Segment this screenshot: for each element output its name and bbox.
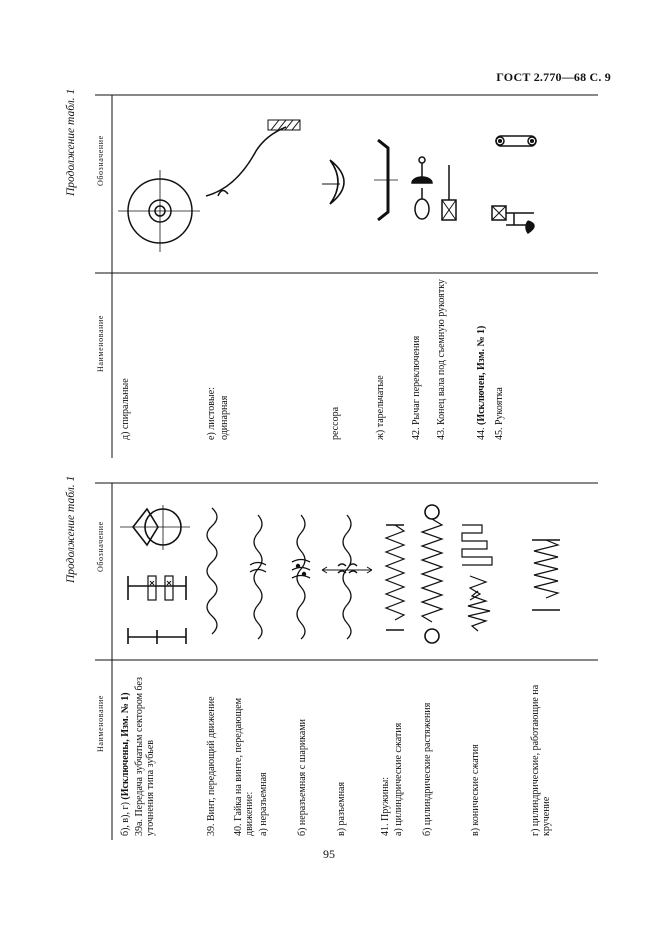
left-row-1: 39а. Передача зубчатым сектором без уточнения типа зубьев bbox=[134, 676, 156, 836]
left-row-8: а) цилиндрические сжатия bbox=[393, 722, 404, 836]
leaf-spring-symbol bbox=[206, 120, 300, 196]
left-row-10: в) конические сжатия bbox=[470, 744, 481, 836]
left-row-7: 41. Пружины: bbox=[380, 776, 391, 836]
left-row-9: б) цилиндрические растяжения bbox=[422, 702, 433, 836]
left-table-caption: Продолжение табл. 1 bbox=[65, 475, 77, 583]
handle-symbol bbox=[492, 136, 536, 233]
left-row-11: г) цилиндрические, работающие на кручение bbox=[530, 684, 552, 836]
spiral-spring-symbol bbox=[118, 170, 200, 252]
shaft-end-symbol bbox=[442, 165, 456, 220]
left-row-3: 40. Гайка на винте, передающем движение: bbox=[233, 697, 255, 836]
laminated-spring-symbol bbox=[322, 160, 344, 204]
right-row-3: рессора bbox=[330, 406, 341, 440]
right-row-1: е) листовые: bbox=[206, 387, 217, 440]
left-row-2: 39. Винт, передающий движение bbox=[206, 696, 217, 836]
left-row-5: б) неразъемная с шариками bbox=[297, 718, 308, 836]
right-row-0: д) спиральные bbox=[120, 378, 131, 440]
right-row-2: одинарная bbox=[219, 395, 230, 440]
right-table-caption: Продолжение табл. 1 bbox=[65, 88, 77, 196]
disc-spring-symbol bbox=[374, 140, 398, 220]
left-col-name-header: Наименование bbox=[96, 694, 105, 752]
left-col-symbol-header: Обозначение bbox=[96, 521, 105, 572]
left-row-4: а) неразъемная bbox=[258, 772, 269, 836]
left-row-6: в) разъемная bbox=[336, 781, 347, 836]
right-row-4: ж) тарельчатые bbox=[375, 375, 386, 440]
shift-lever-symbol bbox=[412, 157, 432, 219]
right-row-8: 45. Рукоятка bbox=[494, 387, 505, 440]
right-col-symbol-header: Обозначение bbox=[96, 135, 105, 186]
page-header: ГОСТ 2.770—68 С. 9 bbox=[496, 70, 611, 84]
left-row-0: б), в), г) (Исключены, Изм. № 1) bbox=[120, 692, 131, 836]
right-col-name-header: Наименование bbox=[96, 314, 105, 372]
right-row-5: 42. Рычаг переключения bbox=[411, 335, 422, 440]
page-number: 95 bbox=[323, 847, 335, 861]
right-row-7: 44. (Исключен, Изм. № 1) bbox=[476, 325, 487, 440]
right-row-6: 43. Конец вала под съемную рукоятку bbox=[436, 279, 447, 440]
